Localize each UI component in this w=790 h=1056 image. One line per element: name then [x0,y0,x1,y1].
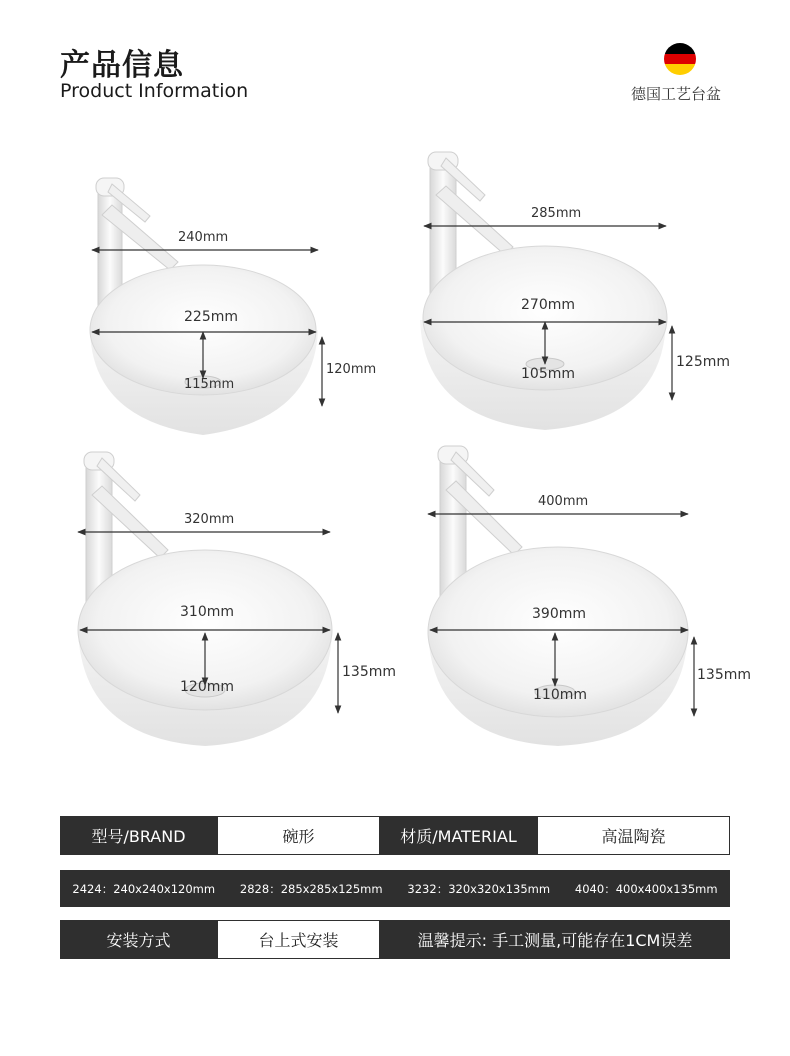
basin-2 [420,152,672,430]
basin-2-height: 125mm [676,354,730,370]
measurement-notice: 温馨提示: 手工测量,可能存在1CM误差 [380,920,730,959]
spec-2424: 2424：240x240x120mm [72,881,216,896]
basin-1-height: 120mm [326,362,377,377]
basin-4-inner-width: 390mm [532,606,586,622]
install-value: 台上式安装 [217,920,380,959]
table-row-model-material [60,816,730,855]
page-title: 产品信息 [60,48,184,83]
material-value: 高温陶瓷 [537,816,730,855]
basin-4-height: 135mm [697,667,751,683]
basin-3-outer-width: 320mm [184,512,235,527]
basin-4-outer-width: 400mm [538,494,589,509]
model-value: 碗形 [217,816,380,855]
install-label: 安装方式 [60,920,217,959]
basin-1 [90,178,322,435]
material-label: 材质/MATERIAL [380,816,537,855]
table-row-install [60,920,730,959]
basin-2-inner-width: 270mm [521,297,575,313]
basin-3-height: 135mm [342,664,396,680]
badge-caption: 德国工艺台盆 [631,85,722,103]
model-label: 型号/BRAND [60,816,217,855]
basin-2-drain-depth: 105mm [521,366,575,382]
spec-4040: 4040：400x400x135mm [574,881,718,896]
page-subtitle: Product Information [60,80,249,102]
basin-1-drain-depth: 115mm [184,377,235,392]
basin-3-inner-width: 310mm [180,604,234,620]
basin-1-outer-width: 240mm [178,230,229,245]
basin-1-inner-width: 225mm [184,309,238,325]
basin-4-drain-depth: 110mm [533,687,587,703]
basin-2-outer-width: 285mm [531,206,582,221]
basin-3-drain-depth: 120mm [180,679,234,695]
table-row-specs [60,870,730,907]
basin-3 [78,452,338,746]
spec-2828: 2828：285x285x125mm [239,881,383,896]
spec-3232: 3232：320x320x135mm [407,881,551,896]
